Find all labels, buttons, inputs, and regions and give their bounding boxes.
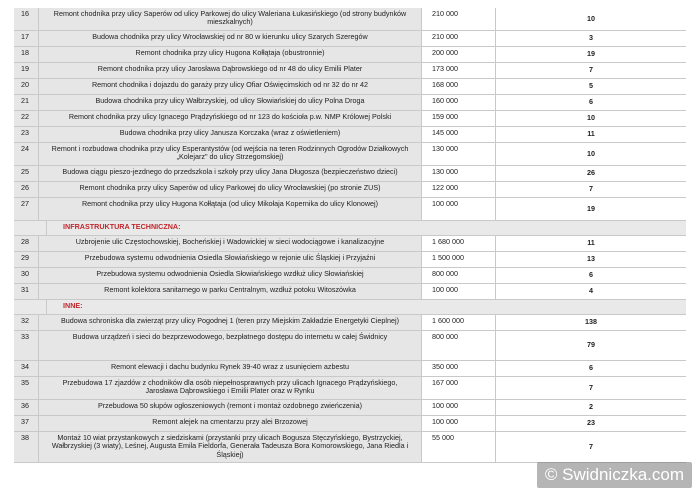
- row-amount: 160 000: [422, 95, 496, 110]
- row-votes: 79: [587, 340, 595, 350]
- row-number: 20: [14, 79, 39, 94]
- table-row: [14, 198, 686, 221]
- row-description: Przebudowa systemu odwodnienia Osiedla Słowiańskiego w rejonie ulic Śląskiej i Przyjaźni: [39, 252, 422, 267]
- row-description: Budowa chodnika przy ulicy Janusza Korczaka (wraz z oświetleniem): [39, 127, 422, 142]
- row-description: Przebudowa systemu odwodnienia Osiedla Słowiańskiego wzdłuż ulicy Słowiańskiej: [39, 268, 422, 283]
- row-description: Remont chodnika przy ulicy Hugona Kołłątaja (od ulicy Mikołaja Kopernika do ulicy Klonowej): [39, 198, 422, 220]
- row-description: Remont chodnika przy ulicy Hugona Kołłątaja (obustronnie): [39, 47, 422, 62]
- row-description: Budowa urządzeń i sieci do bezprzewodowego, bezpłatnego dostępu do internetu w całej Świdnicy: [39, 331, 422, 360]
- budget-table: [14, 8, 686, 463]
- row-number: 21: [14, 95, 39, 110]
- table-row: [14, 143, 686, 166]
- row-number: 38: [14, 432, 39, 462]
- row-number: 16: [14, 8, 39, 30]
- row-description: Remont kolektora sanitarnego w parku Centralnym, wzdłuż potoku Witoszówka: [39, 284, 422, 299]
- row-amount: 122 000: [422, 182, 496, 197]
- row-description: Remont chodnika przy ulicy Ignacego Prądzyńskiego od nr 123 do kościoła p.w. NMP Królowej Polski: [39, 111, 422, 126]
- row-number: 37: [14, 416, 39, 431]
- row-number: 27: [14, 198, 39, 220]
- row-votes: 2: [589, 402, 593, 412]
- row-number: 26: [14, 182, 39, 197]
- row-amount: 1 500 000: [422, 252, 496, 267]
- row-amount: 100 000: [422, 400, 496, 415]
- table-row: [14, 432, 686, 463]
- row-number: 30: [14, 268, 39, 283]
- row-description: Montaż 10 wiat przystankowych z siedziskami (przystanki przy ulicach Bogusza Stęczyńskiego, Bystrzyckiej, Wałbrzyskiej (3 wiaty), Leśnej, Augusta Emila Fieldorfa, Generała Tadeusza Bora Komorowskiego, Jana Riedla i Śląskiej): [39, 432, 422, 462]
- table-row: [14, 377, 686, 400]
- row-description: Remont i rozbudowa chodnika przy ulicy Esperantystów (od wejścia na teren Rodzinnych Ogrodów Działkowych „Kolejarz" do ulicy Strzegomskiej): [39, 143, 422, 165]
- row-votes: 19: [587, 49, 595, 59]
- row-description: Uzbrojenie ulic Częstochowskiej, Bocheńskiej i Wadowickiej w sieci wodociągowe i kanalizacyjne: [39, 236, 422, 251]
- table-row: [14, 95, 686, 111]
- row-votes: 10: [587, 148, 595, 158]
- row-amount: 1 600 000: [422, 315, 496, 330]
- row-amount: 145 000: [422, 127, 496, 142]
- row-votes: 7: [589, 441, 593, 451]
- table-row: [14, 268, 686, 284]
- row-votes: 3: [589, 33, 593, 43]
- row-votes: 6: [589, 97, 593, 107]
- table-row: [14, 331, 686, 361]
- row-amount: 200 000: [422, 47, 496, 62]
- row-amount: 210 000: [422, 8, 496, 30]
- row-description: Remont chodnika i dojazdu do garaży przy ulicy Ofiar Oświęcimskich od nr 32 do nr 42: [39, 79, 422, 94]
- section-header-other: [14, 300, 686, 315]
- row-number: 18: [14, 47, 39, 62]
- table-row: [14, 8, 686, 31]
- row-description: Remont alejek na cmentarzu przy alei Brzozowej: [39, 416, 422, 431]
- row-number: 35: [14, 377, 39, 399]
- row-amount: 55 000: [422, 432, 496, 462]
- row-description: Remont elewacji i dachu budynku Rynek 39-40 wraz z usunięciem azbestu: [39, 361, 422, 376]
- row-amount: 350 000: [422, 361, 496, 376]
- table-row: [14, 79, 686, 95]
- table-row: [14, 111, 686, 127]
- row-amount: 100 000: [422, 284, 496, 299]
- table-group-infrastructure: [14, 236, 686, 300]
- section-title: INFRASTRUKTURA TECHNICZNA:: [63, 222, 181, 231]
- row-votes: 7: [589, 184, 593, 194]
- row-amount: 1 680 000: [422, 236, 496, 251]
- table-row: [14, 166, 686, 182]
- table-group-sidewalks: [14, 8, 686, 221]
- table-row: [14, 63, 686, 79]
- row-votes: 13: [587, 254, 595, 264]
- row-description: Remont chodnika przy ulicy Saperów od ulicy Parkowej do ulicy Waleriana Łukasińskiego (od strony budynków mieszkalnych): [39, 8, 422, 30]
- row-votes: 6: [589, 363, 593, 373]
- row-description: Remont chodnika przy ulicy Saperów od ulicy Parkowej do ulicy Wrocławskiej (po stronie ZUS): [39, 182, 422, 197]
- row-number: 28: [14, 236, 39, 251]
- row-amount: 100 000: [422, 416, 496, 431]
- section-header-infrastructure: [14, 221, 686, 236]
- row-amount: 800 000: [422, 268, 496, 283]
- row-number: 29: [14, 252, 39, 267]
- row-description: Budowa chodnika przy ulicy Wrocławskiej od nr 80 w kierunku ulicy Szarych Szeregów: [39, 31, 422, 46]
- table-row: [14, 47, 686, 63]
- row-number: 23: [14, 127, 39, 142]
- table-row: [14, 236, 686, 252]
- table-row: [14, 315, 686, 331]
- row-votes: 19: [587, 203, 595, 213]
- row-votes: 26: [587, 168, 595, 178]
- section-title: INNE:: [63, 301, 83, 310]
- row-description: Przebudowa 50 słupów ogłoszeniowych (remont i montaż ozdobnego zwieńczenia): [39, 400, 422, 415]
- row-votes: 10: [587, 113, 595, 123]
- row-votes: 23: [587, 418, 595, 428]
- row-amount: 130 000: [422, 166, 496, 181]
- watermark: © Swidniczka.com: [537, 462, 692, 488]
- row-number: 31: [14, 284, 39, 299]
- row-amount: 100 000: [422, 198, 496, 220]
- row-amount: 167 000: [422, 377, 496, 399]
- row-description: Remont chodnika przy ulicy Jarosława Dąbrowskiego od nr 48 do ulicy Emilii Plater: [39, 63, 422, 78]
- row-description: Przebudowa 17 zjazdów z chodników dla osób niepełnosprawnych przy ulicach Ignacego Prądzyńskiego, Jarosława Dąbrowskiego i Emilii Plater oraz w Rynku: [39, 377, 422, 399]
- table-row: [14, 252, 686, 268]
- row-amount: 173 000: [422, 63, 496, 78]
- row-votes: 11: [587, 129, 595, 139]
- table-row: [14, 31, 686, 47]
- table-row: [14, 416, 686, 432]
- row-votes: 138: [585, 317, 597, 327]
- row-amount: 159 000: [422, 111, 496, 126]
- row-number: 17: [14, 31, 39, 46]
- row-amount: 130 000: [422, 143, 496, 165]
- row-number: 25: [14, 166, 39, 181]
- row-number: 22: [14, 111, 39, 126]
- row-description: Budowa ciągu pieszo-jezdnego do przedszkola i szkoły przy ulicy Jana Długosza (bezpieczeństwo dzieci): [39, 166, 422, 181]
- row-votes: 4: [589, 286, 593, 296]
- row-description: Budowa schroniska dla zwierząt przy ulicy Pogodnej 1 (teren przy Miejskim Zakładzie Energetyki Cieplnej): [39, 315, 422, 330]
- table-row: [14, 284, 686, 300]
- row-amount: 210 000: [422, 31, 496, 46]
- row-number: 32: [14, 315, 39, 330]
- row-number: 24: [14, 143, 39, 165]
- row-votes: 6: [589, 270, 593, 280]
- row-votes: 11: [587, 238, 595, 248]
- row-amount: 800 000: [422, 331, 496, 360]
- table-group-other: [14, 315, 686, 463]
- row-description: Budowa chodnika przy ulicy Wałbrzyskiej, od ulicy Słowiańskiej do ulicy Polna Droga: [39, 95, 422, 110]
- table-row: [14, 182, 686, 198]
- table-row: [14, 400, 686, 416]
- row-number: 36: [14, 400, 39, 415]
- row-votes: 5: [589, 81, 593, 91]
- row-votes: 7: [589, 65, 593, 75]
- table-row: [14, 127, 686, 143]
- row-amount: 168 000: [422, 79, 496, 94]
- row-votes: 7: [589, 382, 593, 392]
- row-number: 19: [14, 63, 39, 78]
- row-votes: 10: [587, 13, 595, 23]
- row-number: 33: [14, 331, 39, 360]
- table-row: [14, 361, 686, 377]
- row-number: 34: [14, 361, 39, 376]
